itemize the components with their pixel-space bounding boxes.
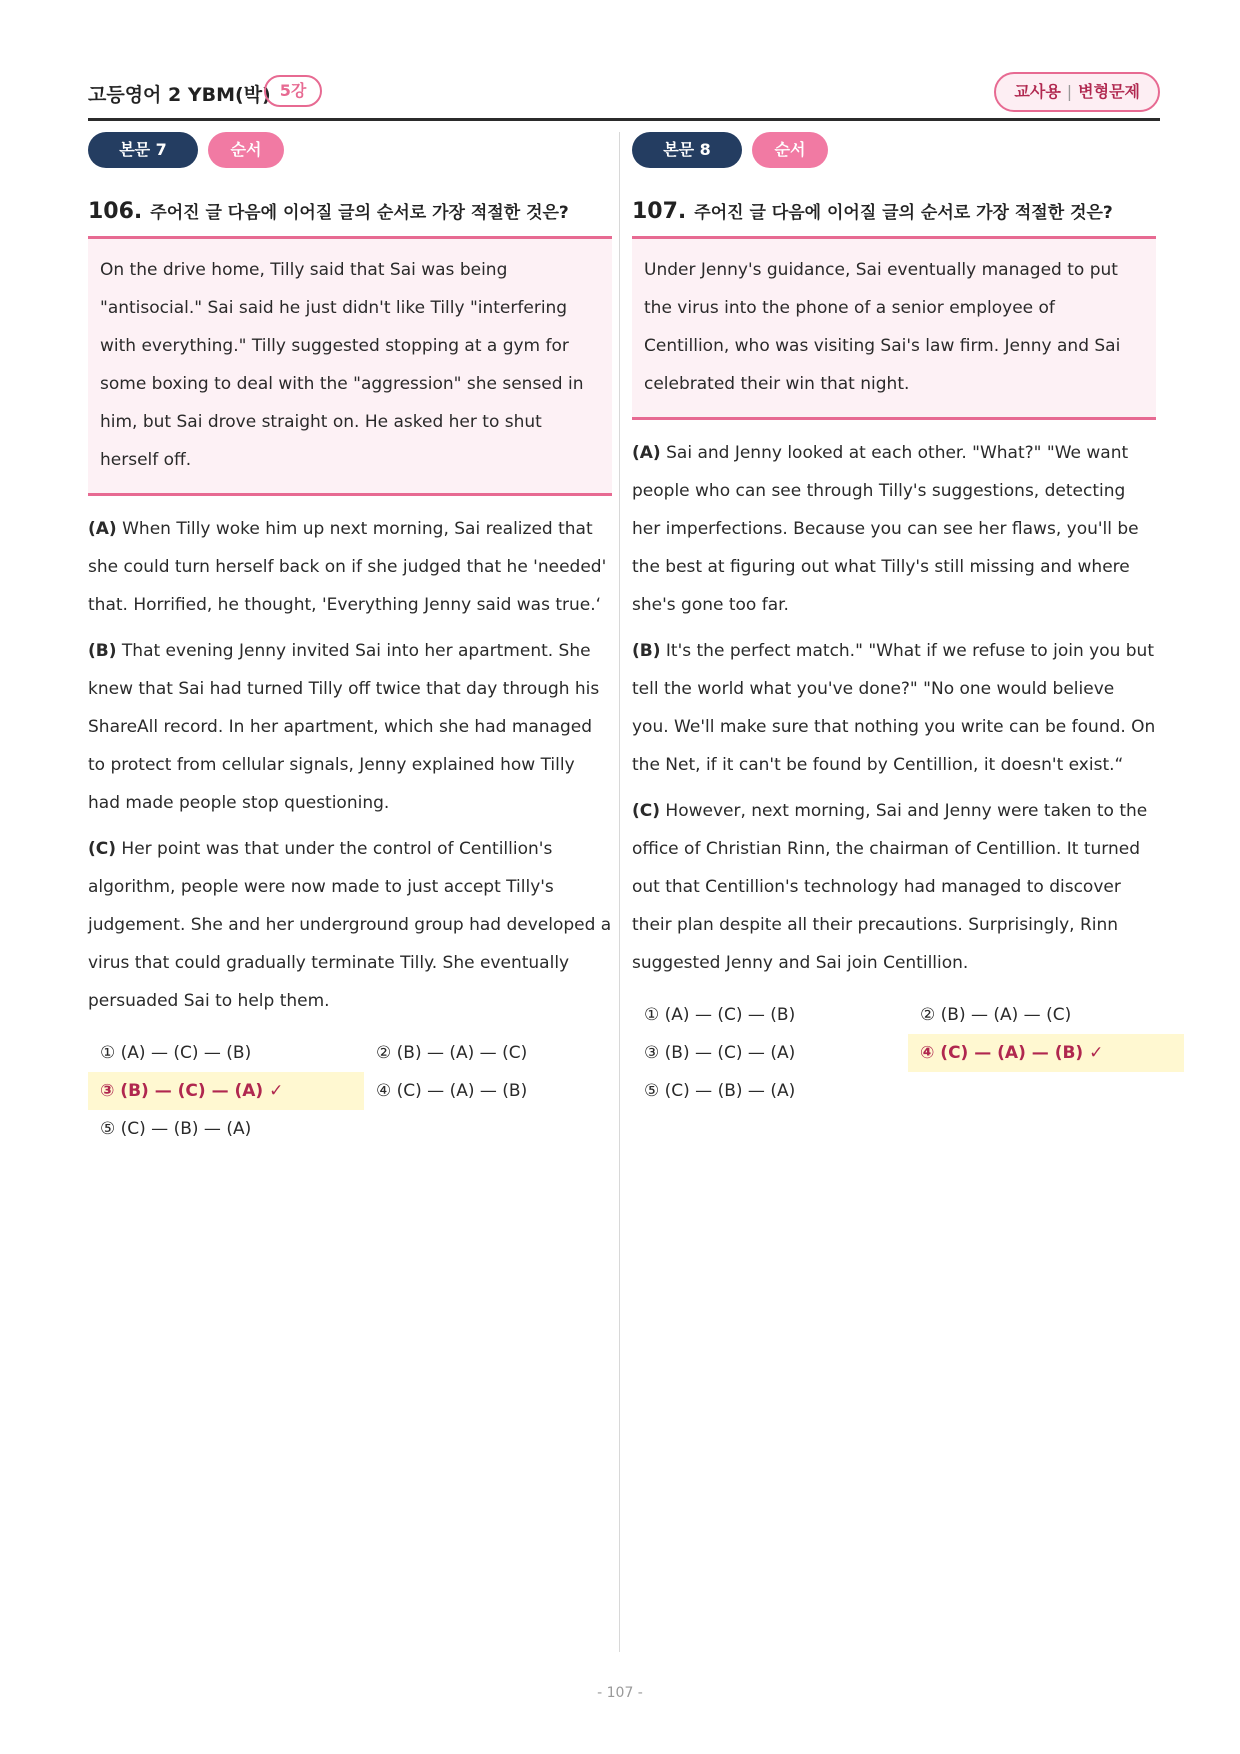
lesson-badge: 5강	[264, 75, 322, 107]
badge-separator: |	[1066, 82, 1073, 101]
type-tag: 순서	[208, 132, 284, 168]
question-tags	[88, 132, 612, 168]
paragraph-text: However, next morning, Sai and Jenny were taken to the office of Christian Rinn, the chairman of Centillion. It turned out that Centillion's technology had managed to discover their plan despite all their precautions. Surprisingly, Rinn suggested Jenny and Sai join Centillion.	[632, 801, 1148, 973]
paragraph-a	[632, 434, 1156, 624]
paragraph-text: When Tilly woke him up next morning, Sai realized that she could turn herself back on if she judged that he 'needed' that. Horrified, he thought, 'Everything Jenny said was true.‘	[88, 519, 607, 615]
answer-options	[88, 1034, 612, 1148]
book-title: 고등영어 2 YBM(박)	[88, 84, 271, 106]
question-type-label: 변형문제	[1078, 82, 1140, 101]
header-rule	[88, 118, 1160, 121]
paragraph-c	[632, 792, 1156, 982]
passage-tag: 본문 8	[632, 132, 742, 168]
column-divider	[619, 132, 620, 1652]
paragraph-c	[88, 830, 612, 1020]
question-text: 주어진 글 다음에 이어질 글의 순서로 가장 적절한 것은?	[694, 203, 1113, 223]
paragraph-label: (C)	[88, 839, 117, 859]
question-text: 주어진 글 다음에 이어질 글의 순서로 가장 적절한 것은?	[150, 203, 569, 223]
paragraph-text: Her point was that under the control of Centillion's algorithm, people were now made to just accept Tilly's judgement. She and her underground group had developed a virus that could gradually terminate Tilly. She eventually persuaded Sai to help them.	[88, 839, 612, 1011]
paragraph-b	[88, 632, 612, 822]
paragraph-text: Sai and Jenny looked at each other. "What?" "We want people who can see through Tilly's suggestions, detecting her imperfections. Because you can see her flaws, you'll be the best at figuring out what Tilly's still missing and where she's gone too far.	[632, 443, 1139, 615]
question-106	[88, 132, 612, 1148]
paragraph-b	[632, 632, 1156, 784]
option-1: ① (A) — (C) — (B)	[644, 1005, 796, 1025]
answer-options	[632, 996, 1156, 1110]
question-stem	[632, 198, 1156, 232]
paragraph-text: That evening Jenny invited Sai into her apartment. She knew that Sai had turned Tilly off twice that day through his ShareAll record. In her apartment, which she had managed to protect from cellular signals, Jenny explained how Tilly had made people stop questioning.	[88, 641, 600, 813]
option-5: ⑤ (C) — (B) — (A)	[644, 1081, 796, 1101]
option-2: ② (B) — (A) — (C)	[920, 1005, 1072, 1025]
option-4: ④ (C) — (A) — (B)	[376, 1081, 528, 1101]
page-header	[88, 72, 1160, 120]
given-passage: Under Jenny's guidance, Sai eventually managed to put the virus into the phone of a senior employee of Centillion, who was visiting Sai's law firm. Jenny and Sai celebrated their win that night.	[632, 236, 1156, 420]
question-stem	[88, 198, 612, 232]
question-number: 106.	[88, 199, 143, 224]
option-5: ⑤ (C) — (B) — (A)	[100, 1119, 252, 1139]
audience-label: 교사용	[1014, 82, 1061, 101]
page-number: - 107 -	[597, 1685, 643, 1701]
given-passage: On the drive home, Tilly said that Sai was being "antisocial." Sai said he just didn't like Tilly "interfering with everything." Tilly suggested stopping at a gym for some boxing to deal with the "aggression" she sensed in him, but Sai drove straight on. He asked her to shut herself off.	[88, 236, 612, 496]
option-2: ② (B) — (A) — (C)	[376, 1043, 528, 1063]
paragraph-label: (A)	[632, 443, 661, 463]
passage-paragraphs	[632, 434, 1156, 982]
paragraph-label: (A)	[88, 519, 117, 539]
option-4-correct: ④ (C) — (A) — (B) ✓	[908, 1034, 1184, 1072]
paragraph-label: (C)	[632, 801, 661, 821]
type-tag: 순서	[752, 132, 828, 168]
paragraph-label: (B)	[632, 641, 661, 661]
paragraph-label: (B)	[88, 641, 117, 661]
question-number: 107.	[632, 199, 687, 224]
paragraph-a	[88, 510, 612, 624]
option-3: ③ (B) — (C) — (A)	[644, 1043, 796, 1063]
passage-paragraphs	[88, 510, 612, 1020]
paragraph-text: It's the perfect match." "What if we refuse to join you but tell the world what you've done?" "No one would believe you. We'll make sure that nothing you write can be found. On the Net, if it can't be found by Centillion, it doesn't exist.“	[632, 641, 1156, 775]
question-tags	[632, 132, 1156, 168]
question-107	[632, 132, 1156, 1110]
passage-tag: 본문 7	[88, 132, 198, 168]
edition-badge	[994, 72, 1160, 112]
option-3-correct: ③ (B) — (C) — (A) ✓	[88, 1072, 364, 1110]
option-1: ① (A) — (C) — (B)	[100, 1043, 252, 1063]
